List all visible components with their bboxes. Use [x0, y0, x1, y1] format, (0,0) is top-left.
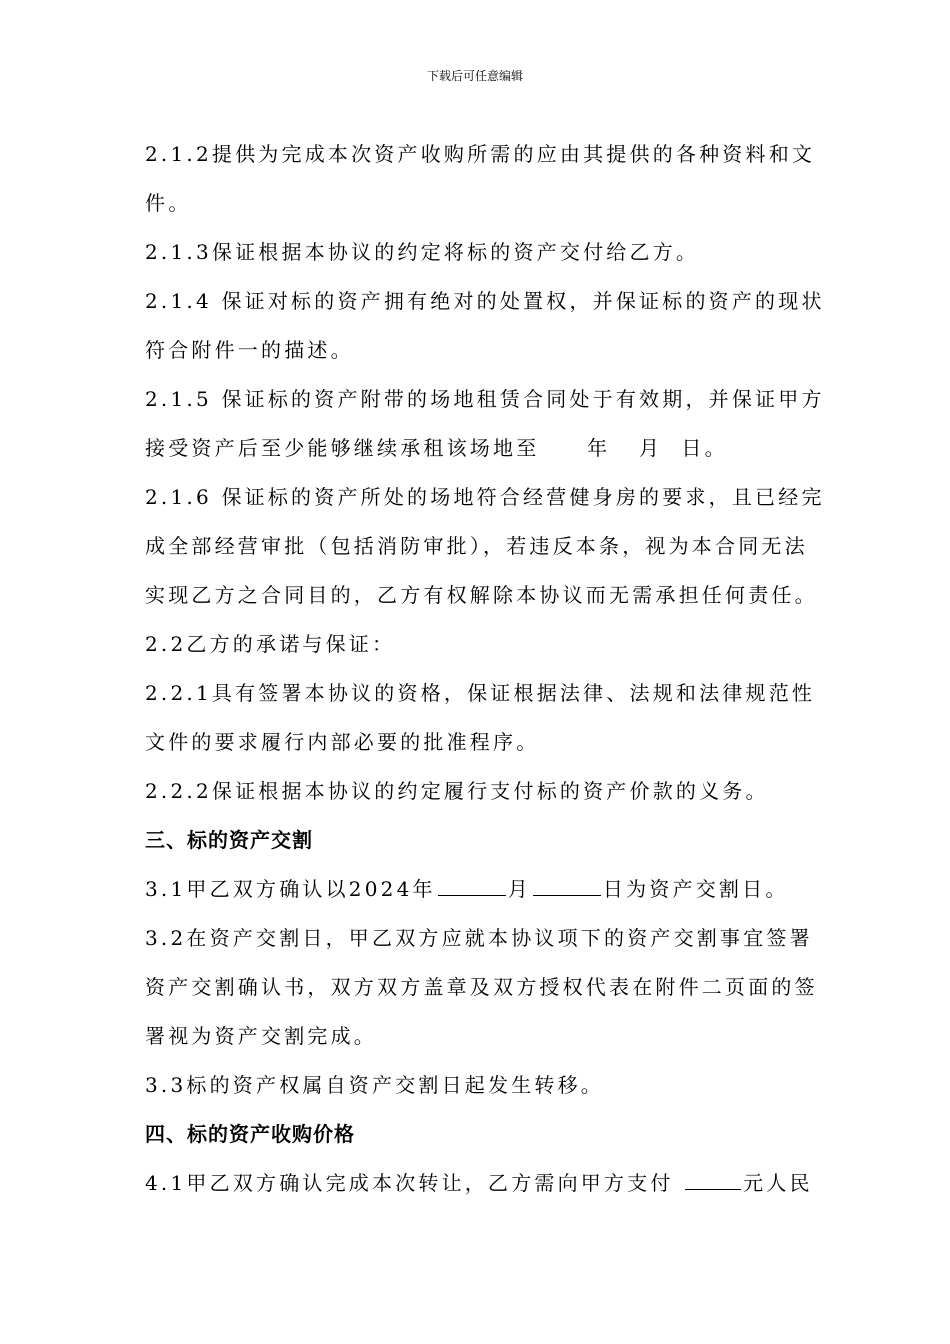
paragraph-line: 2.1.4 保证对标的资产拥有绝对的处置权，并保证标的资产的现状 — [145, 289, 825, 313]
line-text: 日为资产交割日。 — [602, 877, 789, 901]
fill-blank-month — [438, 873, 506, 896]
paragraph-line: 成全部经营审批（包括消防审批），若违反本条，视为本合同无法 — [145, 534, 808, 558]
paragraph-line: 署视为资产交割完成。 — [145, 1024, 377, 1048]
paragraph-line: 2.1.2提供为完成本次资产收购所需的应由其提供的各种资料和文 — [145, 142, 816, 166]
paragraph-line: 实现乙方之合同目的，乙方有权解除本协议而无需承担任何责任。 — [145, 583, 818, 607]
paragraph-line-4-1 — [145, 1159, 813, 1208]
paragraph-line: 资产交割确认书，双方双方盖章及双方授权代表在附件二页面的签 — [145, 975, 818, 999]
fill-blank-day — [533, 873, 601, 896]
paragraph-line: 2.1.6 保证标的资产所处的场地符合经营健身房的要求，且已经完 — [145, 485, 825, 509]
section-heading-4: 四、标的资产收购价格 — [145, 1122, 355, 1146]
line-text: 4.1甲乙双方确认完成本次转让，乙方需向甲方支付 — [145, 1171, 684, 1195]
paragraph-line: 2.2乙方的承诺与保证： — [145, 632, 396, 656]
line-text: 3.1甲乙双方确认以2024年 — [145, 877, 436, 901]
paragraph-line: 2.1.3保证根据本协议的约定将标的资产交付给乙方。 — [145, 240, 700, 264]
paragraph-line: 件。 — [145, 191, 192, 215]
paragraph-line: 文件的要求履行内部必要的批准程序。 — [145, 730, 540, 754]
document-body — [145, 130, 825, 1208]
paragraph-line: 2.1.5 保证标的资产附带的场地租赁合同处于有效期，并保证甲方 — [145, 387, 825, 411]
section-heading-3: 三、标的资产交割 — [145, 828, 313, 852]
paragraph-line-3-1 — [145, 865, 809, 914]
line-text: 月 — [507, 877, 531, 901]
fill-blank-amount — [685, 1167, 741, 1190]
paragraph-line: 3.2在资产交割日，甲乙双方应就本协议项下的资产交割事宜签署 — [145, 926, 813, 950]
paragraph-line: 符合附件一的描述。 — [145, 338, 354, 362]
line-text: 元人民 — [743, 1171, 813, 1195]
paragraph-line: 2.2.2保证根据本协议的约定履行支付标的资产价款的义务。 — [145, 779, 769, 803]
paragraph-line: 3.3标的资产权属自资产交割日起发生转移。 — [145, 1073, 605, 1097]
page-header: 下载后可任意编辑 — [426, 69, 523, 83]
paragraph-line: 接受资产后至少能够继续承租该场地至 年 月 日。 — [145, 436, 728, 460]
paragraph-line: 2.2.1具有签署本协议的资格，保证根据法律、法规和法律规范性 — [145, 681, 816, 705]
